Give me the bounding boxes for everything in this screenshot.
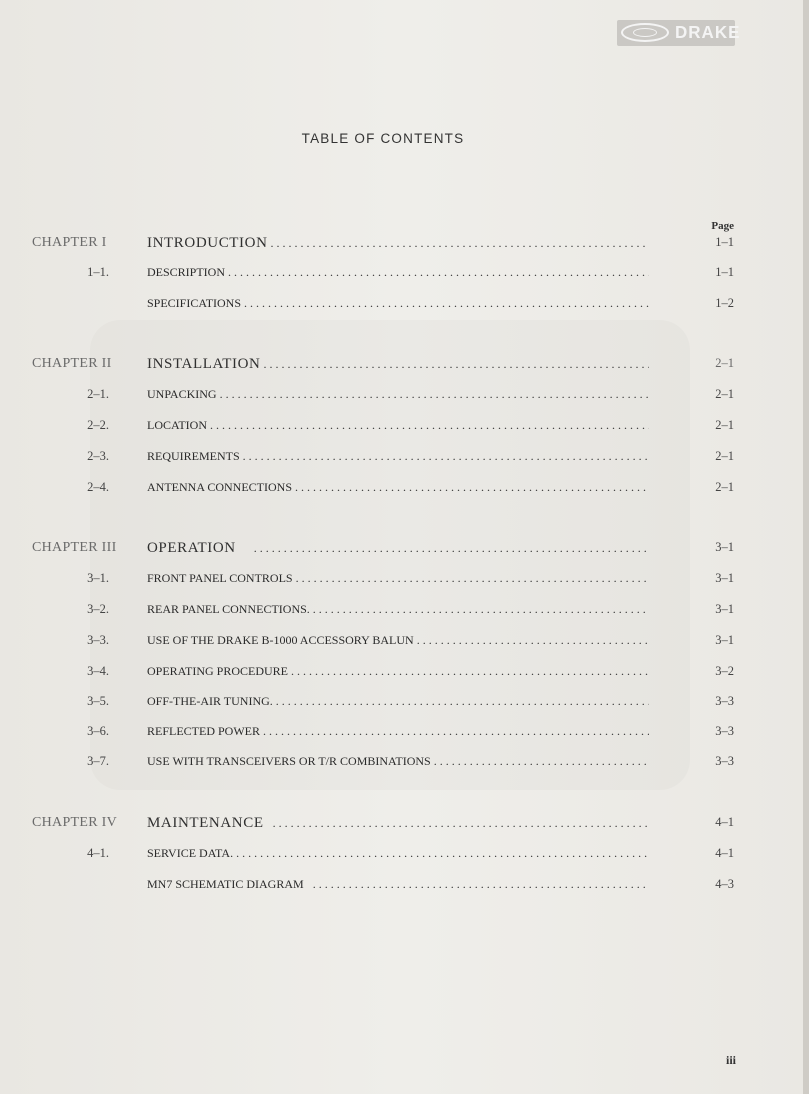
section-number: 1–1. xyxy=(87,265,109,279)
chapter-label: CHAPTER III xyxy=(32,540,117,555)
page-number: 2–1 xyxy=(715,387,734,401)
chapter-title: MAINTENANCE xyxy=(147,815,264,831)
section-entry xyxy=(147,877,649,892)
toc-section-row[interactable] xyxy=(0,877,809,895)
dot-leader xyxy=(417,633,649,648)
section-title: REFLECTED POWER xyxy=(147,724,260,738)
section-entry xyxy=(147,633,649,648)
section-number: 3–4. xyxy=(87,664,109,678)
chapter-entry xyxy=(147,356,649,373)
dot-leader xyxy=(263,357,649,372)
toc-section-row[interactable] xyxy=(0,418,809,436)
toc-chapter-row[interactable] xyxy=(0,815,809,833)
chapter-title: INSTALLATION xyxy=(147,356,261,372)
section-number: 4–1. xyxy=(87,846,109,860)
section-number: 2–4. xyxy=(87,480,109,494)
chapter-entry xyxy=(147,235,649,252)
section-entry xyxy=(147,602,649,617)
page-number: 1–1 xyxy=(715,265,734,279)
toc-section-row[interactable] xyxy=(0,571,809,589)
dot-leader xyxy=(263,724,649,739)
toc-section-row[interactable] xyxy=(0,664,809,682)
toc-section-row[interactable] xyxy=(0,296,809,314)
page-number: 3–3 xyxy=(715,754,734,768)
page-number: 4–1 xyxy=(715,846,734,860)
chapter-title: INTRODUCTION xyxy=(147,235,268,251)
section-number: 3–5. xyxy=(87,694,109,708)
section-number: 2–3. xyxy=(87,449,109,463)
chapter-title: OPERATION xyxy=(147,540,236,556)
section-entry xyxy=(147,724,649,739)
section-entry xyxy=(147,571,649,586)
section-entry xyxy=(147,694,649,709)
chapter-entry xyxy=(147,540,649,557)
section-number: 3–1. xyxy=(87,571,109,585)
dot-leader xyxy=(220,387,649,402)
section-entry xyxy=(147,449,649,464)
section-title: OFF-THE-AIR TUNING. xyxy=(147,694,273,708)
dot-leader xyxy=(210,418,649,433)
drake-logo xyxy=(617,20,741,46)
page-number: 1–1 xyxy=(715,235,734,249)
section-title: REQUIREMENTS xyxy=(147,449,240,463)
page-folio: iii xyxy=(725,1053,736,1067)
toc-section-row[interactable] xyxy=(0,265,809,283)
page-number: 3–1 xyxy=(715,571,734,585)
section-title: USE OF THE DRAKE B-1000 ACCESSORY BALUN xyxy=(147,633,414,647)
page-number: 2–1 xyxy=(715,480,734,494)
toc-section-row[interactable] xyxy=(0,480,809,498)
dot-leader xyxy=(273,816,649,831)
section-title: REAR PANEL CONNECTIONS. xyxy=(147,602,310,616)
section-number: 2–2. xyxy=(87,418,109,432)
chapter-label: CHAPTER I xyxy=(32,235,107,250)
section-number: 2–1. xyxy=(87,387,109,401)
chapter-label: CHAPTER II xyxy=(32,356,112,371)
section-title: DESCRIPTION xyxy=(147,265,226,279)
section-number: 3–7. xyxy=(87,754,109,768)
section-title: FRONT PANEL CONTROLS xyxy=(147,571,293,585)
section-title: OPERATING PROCEDURE xyxy=(147,664,289,678)
section-title: SERVICE DATA. xyxy=(147,846,234,860)
dot-leader xyxy=(254,541,649,556)
dot-leader xyxy=(313,602,649,617)
page-number: 2–1 xyxy=(715,356,734,370)
page-column-header: Page xyxy=(711,220,734,232)
section-entry xyxy=(147,265,649,280)
toc-chapter-row[interactable] xyxy=(0,235,809,253)
dot-leader xyxy=(243,449,649,464)
dot-leader xyxy=(276,694,649,709)
page-number: 2–1 xyxy=(715,449,734,463)
section-title: UNPACKING xyxy=(147,387,217,401)
dot-leader xyxy=(244,296,649,311)
page-number: 3–3 xyxy=(715,694,734,708)
page-number: 3–1 xyxy=(715,602,734,616)
section-entry xyxy=(147,418,649,433)
page-number: 4–3 xyxy=(715,877,734,891)
toc-section-row[interactable] xyxy=(0,449,809,467)
chapter-label: CHAPTER IV xyxy=(32,815,118,830)
toc-section-row[interactable] xyxy=(0,846,809,864)
section-number: 3–3. xyxy=(87,633,109,647)
toc-section-row[interactable] xyxy=(0,633,809,651)
section-entry xyxy=(147,480,649,495)
toc-section-row[interactable] xyxy=(0,724,809,742)
dot-leader xyxy=(228,265,649,280)
dot-leader xyxy=(296,571,649,586)
section-entry xyxy=(147,387,649,402)
toc-chapter-row[interactable] xyxy=(0,540,809,558)
page-number: 3–1 xyxy=(715,633,734,647)
section-title: USE WITH TRANSCEIVERS OR T/R COMBINATIONS xyxy=(147,754,431,768)
section-entry xyxy=(147,754,649,769)
page-number: 3–2 xyxy=(715,664,734,678)
page-number: 2–1 xyxy=(715,418,734,432)
section-entry xyxy=(147,664,649,679)
dot-leader xyxy=(271,236,649,251)
toc-section-row[interactable] xyxy=(0,694,809,712)
toc-section-row[interactable] xyxy=(0,602,809,620)
section-entry xyxy=(147,296,649,311)
page-number: 3–1 xyxy=(715,540,734,554)
drake-logo-text: DRAKE xyxy=(675,22,741,43)
toc-section-row[interactable] xyxy=(0,754,809,772)
dot-leader xyxy=(295,480,649,495)
section-number: 3–2. xyxy=(87,602,109,616)
page-title: TABLE OF CONTENTS xyxy=(301,131,465,146)
page-number: 3–3 xyxy=(715,724,734,738)
section-number: 3–6. xyxy=(87,724,109,738)
drake-logo-emblem-icon xyxy=(621,23,669,42)
page-number: 1–2 xyxy=(715,296,734,310)
dot-leader xyxy=(434,754,649,769)
dot-leader xyxy=(291,664,649,679)
chapter-entry xyxy=(147,815,649,832)
section-title: MN7 SCHEMATIC DIAGRAM xyxy=(147,877,304,891)
section-entry xyxy=(147,846,649,861)
section-title: LOCATION xyxy=(147,418,207,432)
page-number: 4–1 xyxy=(715,815,734,829)
section-title: SPECIFICATIONS xyxy=(147,296,242,310)
toc-section-row[interactable] xyxy=(0,387,809,405)
section-title: ANTENNA CONNECTIONS xyxy=(147,480,292,494)
dot-leader xyxy=(236,846,649,861)
dot-leader xyxy=(313,877,649,892)
toc-chapter-row[interactable] xyxy=(0,356,809,374)
